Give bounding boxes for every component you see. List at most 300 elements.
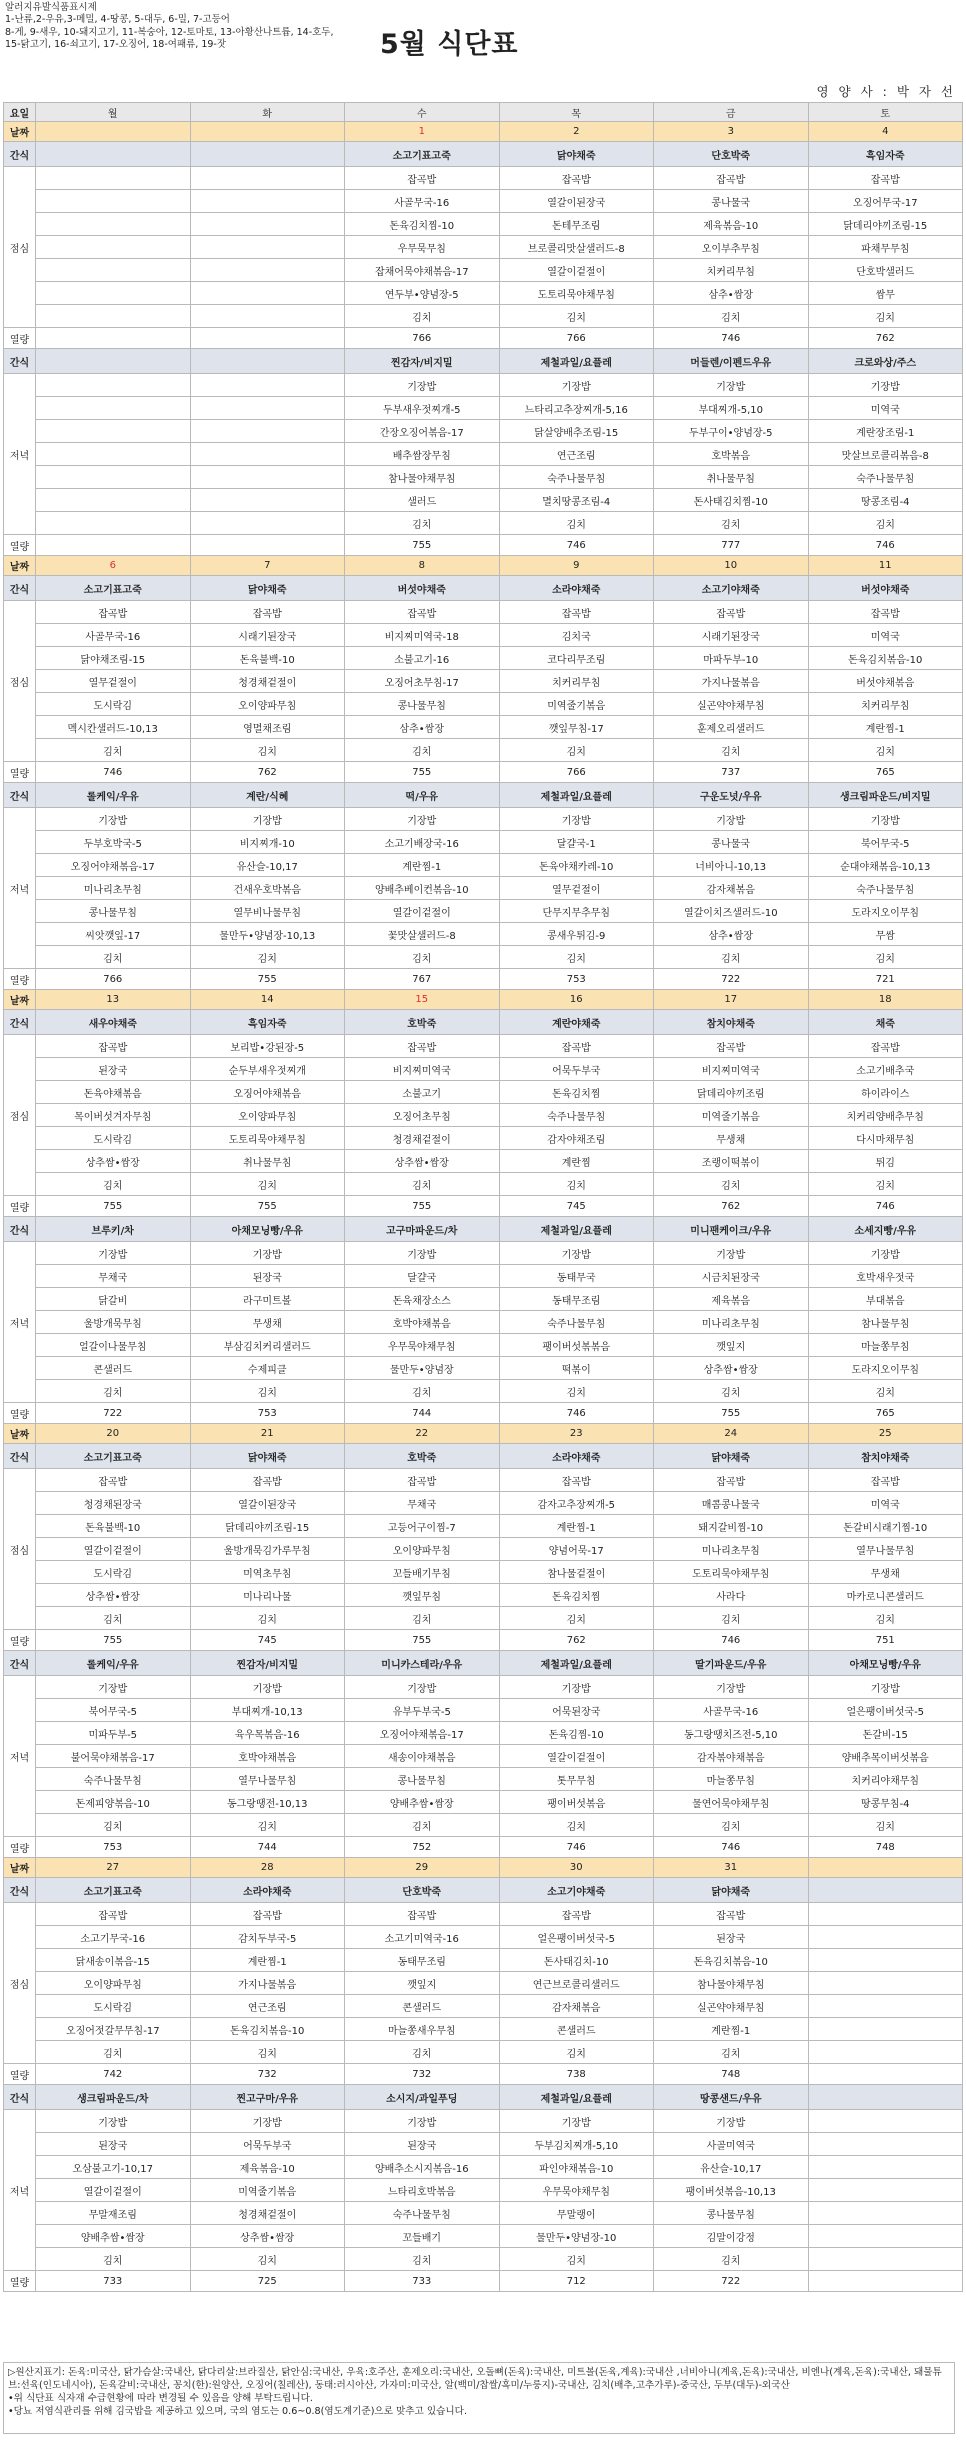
snack-cell: 제철과일/요플레 — [499, 1217, 654, 1242]
dish-cell: 제육볶음-10 — [190, 2156, 345, 2179]
dish-cell: 잡곡밥 — [345, 601, 500, 624]
snack-cell: 제철과일/요플레 — [499, 783, 654, 808]
date-cell: 25 — [808, 1424, 963, 1444]
dish-cell: 무생채 — [190, 1311, 345, 1334]
dish-cell — [36, 167, 191, 190]
kcal-label: 열량 — [4, 2271, 36, 2292]
lunch-row — [4, 601, 963, 624]
dish-cell: 비지찌미역국-18 — [345, 624, 500, 647]
dinner-row — [4, 1242, 963, 1265]
dish-cell: 김치 — [345, 1607, 500, 1630]
snack-cell: 제철과일/요플레 — [499, 349, 654, 374]
dish-cell: 도라지오이무침 — [808, 900, 963, 923]
dish-cell: 김치 — [190, 739, 345, 762]
dish-cell — [36, 282, 191, 305]
dish-cell: 열무비나물무침 — [190, 900, 345, 923]
dish-cell: 김치 — [36, 2041, 191, 2064]
dish-cell: 열갈이겉절이 — [499, 1745, 654, 1768]
lunch-label: 점심 — [4, 601, 36, 762]
lunch-row — [4, 716, 963, 739]
kcal-label: 열량 — [4, 969, 36, 990]
dish-cell: 어묵된장국 — [499, 1699, 654, 1722]
dish-cell: 오징어초무침-17 — [345, 670, 500, 693]
dish-cell: 보리밥•강된장-5 — [190, 1035, 345, 1058]
dish-cell — [36, 236, 191, 259]
dish-cell: 돈육김치찜 — [499, 1081, 654, 1104]
dish-cell: 김치 — [345, 305, 500, 328]
kcal-cell — [808, 2271, 963, 2292]
dish-cell: 잡곡밥 — [345, 167, 500, 190]
lunch-row — [4, 167, 963, 190]
dish-cell: 오징어야채볶음-17 — [345, 1722, 500, 1745]
dish-cell: 양배추쌈•쌈장 — [36, 2225, 191, 2248]
lunch-row — [4, 1127, 963, 1150]
date-cell: 15 — [345, 990, 500, 1010]
dish-cell: 느타리호박볶음 — [345, 2179, 500, 2202]
dish-cell: 두부호박국-5 — [36, 831, 191, 854]
lunch-row — [4, 647, 963, 670]
kcal-cell: 746 — [499, 1837, 654, 1858]
dish-cell: 청경채겉절이 — [190, 2202, 345, 2225]
kcal-cell: 762 — [499, 1630, 654, 1651]
dish-cell: 기장밥 — [499, 808, 654, 831]
dish-cell: 기장밥 — [345, 1676, 500, 1699]
dish-cell: 기장밥 — [654, 1676, 809, 1699]
dish-cell: 취나물무침 — [190, 1150, 345, 1173]
dinner-row — [4, 1722, 963, 1745]
dish-cell: 상추쌈•쌈장 — [190, 2225, 345, 2248]
dish-cell: 기장밥 — [808, 1676, 963, 1699]
dish-cell: 기장밥 — [345, 374, 500, 397]
snack-label: 간식 — [4, 349, 36, 374]
dish-cell: 치커리야채무침 — [808, 1768, 963, 1791]
date-cell — [808, 1858, 963, 1878]
kcal-cell: 722 — [654, 969, 809, 990]
dish-cell: 소불고기 — [345, 1081, 500, 1104]
dish-cell: 김치 — [345, 739, 500, 762]
snack-label: 간식 — [4, 576, 36, 601]
dish-cell: 청경채겉절이 — [190, 670, 345, 693]
dish-cell: 기장밥 — [36, 808, 191, 831]
dinner-kcal-row — [4, 2271, 963, 2292]
dish-cell: 소고기배추국 — [808, 1058, 963, 1081]
dish-cell: 미역줄기볶음 — [190, 2179, 345, 2202]
dinner-kcal-row — [4, 535, 963, 556]
snack-cell: 참치야채죽 — [654, 1010, 809, 1035]
snack-cell: 소고기표고죽 — [345, 142, 500, 167]
lunch-row — [4, 624, 963, 647]
snack-label: 간식 — [4, 1651, 36, 1676]
kcal-cell: 753 — [190, 1403, 345, 1424]
dish-cell: 계란찜-1 — [654, 2018, 809, 2041]
dish-cell: 닭야채조림-15 — [36, 647, 191, 670]
kcal-cell: 742 — [36, 2064, 191, 2085]
kcal-cell: 753 — [499, 969, 654, 990]
dish-cell — [36, 397, 191, 420]
snack-cell: 버섯야채죽 — [808, 576, 963, 601]
kcal-label: 열량 — [4, 762, 36, 783]
dish-cell: 된장국 — [654, 1926, 809, 1949]
dish-cell: 동태무조림 — [345, 1949, 500, 1972]
dish-cell: 어묵두부국 — [190, 2133, 345, 2156]
dish-cell: 기장밥 — [499, 2110, 654, 2133]
snack-cell: 크로와상/주스 — [808, 349, 963, 374]
dish-cell: 기장밥 — [36, 1242, 191, 1265]
dish-cell: 된장국 — [345, 2133, 500, 2156]
morning-snack-row — [4, 1878, 963, 1903]
date-cell: 29 — [345, 1858, 500, 1878]
snack-cell: 구운도넛/우유 — [654, 783, 809, 808]
dish-cell — [808, 1926, 963, 1949]
dish-cell: 무생채 — [654, 1127, 809, 1150]
kcal-cell — [190, 535, 345, 556]
dinner-row — [4, 420, 963, 443]
kcal-cell: 748 — [808, 1837, 963, 1858]
dish-cell: 미나리초무침 — [36, 877, 191, 900]
dish-cell: 어묵두부국 — [499, 1058, 654, 1081]
dish-cell: 우무묵무침 — [345, 236, 500, 259]
snack-cell: 소라야채죽 — [190, 1878, 345, 1903]
lunch-row — [4, 1081, 963, 1104]
dinner-row — [4, 854, 963, 877]
dish-cell: 계란찜-1 — [190, 1949, 345, 1972]
snack-cell: 아채모닝빵/우유 — [808, 1651, 963, 1676]
dish-cell: 유산슬-10,17 — [190, 854, 345, 877]
dish-cell: 김치 — [499, 1173, 654, 1196]
snack-cell: 흑임자죽 — [190, 1010, 345, 1035]
dish-cell — [808, 2110, 963, 2133]
dish-cell: 계란찜 — [499, 1150, 654, 1173]
snack-cell: 닭야채죽 — [654, 1444, 809, 1469]
dish-cell: 김치 — [808, 739, 963, 762]
dish-cell: 참나물무침 — [808, 1311, 963, 1334]
kcal-cell: 746 — [808, 1196, 963, 1217]
dish-cell: 미나리초무침 — [654, 1311, 809, 1334]
dish-cell: 물만두•양념장-10 — [499, 2225, 654, 2248]
dish-cell: 동그랑땡치즈전-5,10 — [654, 1722, 809, 1745]
kcal-cell: 746 — [654, 328, 809, 349]
date-cell: 9 — [499, 556, 654, 576]
dinner-kcal-row — [4, 1403, 963, 1424]
date-cell: 28 — [190, 1858, 345, 1878]
kcal-label: 열량 — [4, 1630, 36, 1651]
kcal-cell: 746 — [499, 535, 654, 556]
dish-cell: 김치 — [36, 946, 191, 969]
lunch-row — [4, 305, 963, 328]
date-cell: 1 — [345, 122, 500, 142]
dish-cell: 무생채 — [808, 1561, 963, 1584]
dish-cell: 감자볶야채볶음 — [654, 1745, 809, 1768]
dish-cell: 기장밥 — [499, 374, 654, 397]
dish-cell: 실곤약야채무침 — [654, 693, 809, 716]
date-label: 날짜 — [4, 990, 36, 1010]
dish-cell: 영멸채조림 — [190, 716, 345, 739]
dish-cell: 미역국 — [808, 1492, 963, 1515]
snack-cell: 땅콩샌드/우유 — [654, 2085, 809, 2110]
dish-cell: 라구미트볼 — [190, 1288, 345, 1311]
dish-cell: 김치 — [345, 2248, 500, 2271]
snack-cell: 계란야채죽 — [499, 1010, 654, 1035]
kcal-cell — [36, 535, 191, 556]
dish-cell: 숙주나물무침 — [499, 1311, 654, 1334]
dinner-row — [4, 808, 963, 831]
lunch-kcal-row — [4, 328, 963, 349]
dinner-row — [4, 1745, 963, 1768]
dish-cell: 콩나물국 — [654, 831, 809, 854]
snack-cell: 참치야채죽 — [808, 1444, 963, 1469]
dish-cell: 기장밥 — [36, 1676, 191, 1699]
snack-cell: 닭야채죽 — [190, 1444, 345, 1469]
dish-cell: 참나물야채무침 — [654, 1972, 809, 1995]
snack-cell: 버섯야채죽 — [345, 576, 500, 601]
dish-cell: 기장밥 — [499, 1676, 654, 1699]
dish-cell: 닭데리야끼조림-15 — [808, 213, 963, 236]
dish-cell: 된장국 — [36, 2133, 191, 2156]
dish-cell: 도시락김 — [36, 693, 191, 716]
dinner-label: 저녁 — [4, 1676, 36, 1837]
dish-cell: 잡곡밥 — [36, 1035, 191, 1058]
dish-cell: 치커리무침 — [808, 693, 963, 716]
weekday-cell: 토 — [808, 103, 963, 122]
dish-cell: 김치 — [808, 1607, 963, 1630]
dish-cell: 삼추•쌈장 — [654, 923, 809, 946]
dish-cell: 상추쌈•쌈장 — [345, 1150, 500, 1173]
lunch-row — [4, 1035, 963, 1058]
dish-cell: 김치 — [36, 1814, 191, 1837]
snack-label: 간식 — [4, 142, 36, 167]
dish-cell: 고등어구이찜-7 — [345, 1515, 500, 1538]
snack-cell: 소고기표고죽 — [36, 576, 191, 601]
dish-cell — [190, 512, 345, 535]
dish-cell: 열무겉절이 — [499, 877, 654, 900]
dish-cell: 버섯야채볶음 — [808, 670, 963, 693]
dish-cell: 열무나물무침 — [190, 1768, 345, 1791]
dish-cell: 청경채겉절이 — [345, 1127, 500, 1150]
dish-cell — [36, 374, 191, 397]
dish-cell: 김치 — [345, 1380, 500, 1403]
dish-cell: 잡곡밥 — [36, 1903, 191, 1926]
dish-cell: 참나물야채무침 — [345, 466, 500, 489]
dish-cell: 가지나물볶음 — [654, 670, 809, 693]
dinner-row — [4, 831, 963, 854]
dish-cell: 제육볶음-10 — [654, 213, 809, 236]
dish-cell: 김치 — [654, 1607, 809, 1630]
dish-cell: 튀김 — [808, 1150, 963, 1173]
dish-cell: 목이버섯겨자무침 — [36, 1104, 191, 1127]
dish-cell: 김치 — [190, 1607, 345, 1630]
snack-cell: 찐감자/비지밀 — [190, 1651, 345, 1676]
date-cell: 16 — [499, 990, 654, 1010]
snack-label: 간식 — [4, 1878, 36, 1903]
dish-cell: 김치 — [499, 946, 654, 969]
dish-cell: 돈육야채볶음 — [36, 1081, 191, 1104]
snack-cell: 제철과일/요플레 — [499, 2085, 654, 2110]
snack-cell: 미니카스테라/우유 — [345, 1651, 500, 1676]
dish-cell: 코다리무조림 — [499, 647, 654, 670]
dish-cell: 북어무국-5 — [36, 1699, 191, 1722]
snack-cell: 제철과일/요플레 — [499, 1651, 654, 1676]
dish-cell: 잡곡밥 — [654, 1035, 809, 1058]
morning-snack-row — [4, 576, 963, 601]
date-cell: 7 — [190, 556, 345, 576]
dish-cell: 건새우호박볶음 — [190, 877, 345, 900]
dish-cell: 땅콩무침-4 — [808, 1791, 963, 1814]
dish-cell: 깻잎지 — [654, 1334, 809, 1357]
dish-cell: 달걀국-1 — [499, 831, 654, 854]
dish-cell: 두부새우젓찌개-5 — [345, 397, 500, 420]
dish-cell: 숙주나물무침 — [345, 2202, 500, 2225]
dinner-row — [4, 466, 963, 489]
dish-cell — [808, 2041, 963, 2064]
date-label: 날짜 — [4, 556, 36, 576]
dinner-row — [4, 2110, 963, 2133]
date-label: 날짜 — [4, 122, 36, 142]
kcal-label: 열량 — [4, 2064, 36, 2085]
snack-label: 간식 — [4, 1217, 36, 1242]
lunch-kcal-row — [4, 2064, 963, 2085]
dish-cell: 잡곡밥 — [654, 601, 809, 624]
kcal-cell: 725 — [190, 2271, 345, 2292]
dish-cell: 연근조림 — [499, 443, 654, 466]
snack-cell: 흑임자죽 — [808, 142, 963, 167]
dish-cell — [36, 512, 191, 535]
dish-cell: 돈갈비-15 — [808, 1722, 963, 1745]
dinner-row — [4, 1311, 963, 1334]
lunch-row — [4, 739, 963, 762]
dish-cell: 북어무국-5 — [808, 831, 963, 854]
dish-cell: 호박야채볶음 — [345, 1311, 500, 1334]
dish-cell: 닭살양배추조림-15 — [499, 420, 654, 443]
lunch-row — [4, 2018, 963, 2041]
dish-cell: 떡볶이 — [499, 1357, 654, 1380]
date-cell: 20 — [36, 1424, 191, 1444]
dish-cell: 미역국 — [808, 624, 963, 647]
snack-cell: 떡/우유 — [345, 783, 500, 808]
dish-cell: 김치 — [654, 2041, 809, 2064]
kcal-cell: 721 — [808, 969, 963, 990]
dish-cell: 기장밥 — [499, 1242, 654, 1265]
dish-cell — [36, 190, 191, 213]
dish-cell: 시래기된장국 — [190, 624, 345, 647]
dish-cell: 숙주나물무침 — [808, 466, 963, 489]
dish-cell: 오징어야채볶음-17 — [36, 854, 191, 877]
date-cell: 18 — [808, 990, 963, 1010]
lunch-row — [4, 1150, 963, 1173]
dish-cell: 유부두부국-5 — [345, 1699, 500, 1722]
dish-cell: 취나물무침 — [654, 466, 809, 489]
dish-cell: 도토리묵야채무침 — [190, 1127, 345, 1150]
dinner-row — [4, 489, 963, 512]
dish-cell: 김치 — [654, 2248, 809, 2271]
dish-cell: 양배추쌈•쌈장 — [345, 1791, 500, 1814]
dish-cell: 감자고추장찌개-5 — [499, 1492, 654, 1515]
kcal-cell: 733 — [345, 2271, 500, 2292]
lunch-row — [4, 1173, 963, 1196]
weekday-header-row — [4, 103, 963, 122]
dinner-row — [4, 397, 963, 420]
date-cell: 8 — [345, 556, 500, 576]
snack-cell: 호박죽 — [345, 1010, 500, 1035]
dish-cell: 계란장조림-1 — [808, 420, 963, 443]
dish-cell: 물만두•양념장-10,13 — [190, 923, 345, 946]
kcal-cell: 755 — [654, 1403, 809, 1424]
dish-cell: 김치 — [654, 305, 809, 328]
dish-cell: 잡곡밥 — [190, 1469, 345, 1492]
kcal-cell: 762 — [190, 762, 345, 783]
snack-cell: 브루키/차 — [36, 1217, 191, 1242]
dish-cell: 삼추•쌈장 — [654, 282, 809, 305]
dish-cell — [190, 259, 345, 282]
lunch-row — [4, 1995, 963, 2018]
dish-cell: 김치 — [190, 1380, 345, 1403]
dish-cell: 돈테무조림 — [499, 213, 654, 236]
dinner-row — [4, 2248, 963, 2271]
dish-cell: 김치 — [499, 1380, 654, 1403]
date-row — [4, 1858, 963, 1878]
page-title: 5월 식단표 — [380, 29, 519, 60]
dish-cell: 김치 — [654, 1380, 809, 1403]
date-label: 날짜 — [4, 1424, 36, 1444]
dish-cell — [36, 466, 191, 489]
dish-cell: 너비아니-10,13 — [654, 854, 809, 877]
dish-cell — [808, 1995, 963, 2018]
dish-cell: 호박새우젓국 — [808, 1265, 963, 1288]
dish-cell: 김치 — [190, 1814, 345, 1837]
dish-cell: 도시락김 — [36, 1561, 191, 1584]
dish-cell: 두부김치찌개-5,10 — [499, 2133, 654, 2156]
dish-cell: 기장밥 — [654, 1242, 809, 1265]
date-cell: 13 — [36, 990, 191, 1010]
dish-cell: 김치 — [654, 739, 809, 762]
lunch-row — [4, 693, 963, 716]
dish-cell: 잡곡밥 — [499, 1903, 654, 1926]
dinner-row — [4, 1288, 963, 1311]
dish-cell — [190, 190, 345, 213]
dish-cell: 하이라이스 — [808, 1081, 963, 1104]
dish-cell: 시금치된장국 — [654, 1265, 809, 1288]
dish-cell: 김치 — [345, 1814, 500, 1837]
dish-cell — [808, 2156, 963, 2179]
dish-cell — [808, 1903, 963, 1926]
kcal-cell: 762 — [808, 328, 963, 349]
dish-cell: 열갈이치즈샐러드-10 — [654, 900, 809, 923]
date-row — [4, 1424, 963, 1444]
dish-cell: 불어묵야채볶음-17 — [36, 1745, 191, 1768]
dish-cell: 콘샐러드 — [345, 1995, 500, 2018]
kcal-cell: 755 — [36, 1630, 191, 1651]
dish-cell — [190, 397, 345, 420]
weekday-cell: 화 — [190, 103, 345, 122]
dish-cell: 잡곡밥 — [654, 1469, 809, 1492]
kcal-cell: 746 — [654, 1630, 809, 1651]
dish-cell — [36, 443, 191, 466]
dish-cell: 감자야채조림 — [499, 1127, 654, 1150]
date-cell: 27 — [36, 1858, 191, 1878]
date-row — [4, 990, 963, 1010]
lunch-row — [4, 282, 963, 305]
dish-cell — [36, 259, 191, 282]
dish-cell: 김치 — [654, 946, 809, 969]
dinner-row — [4, 512, 963, 535]
dish-cell: 닭데리야끼조림-15 — [190, 1515, 345, 1538]
dish-cell: 소고기무국-16 — [36, 1926, 191, 1949]
dish-cell: 잡곡밥 — [345, 1035, 500, 1058]
lunch-row — [4, 1926, 963, 1949]
lunch-kcal-row — [4, 762, 963, 783]
dish-cell: 팽이버섯볶음 — [499, 1791, 654, 1814]
afternoon-snack-row — [4, 783, 963, 808]
dish-cell — [190, 420, 345, 443]
